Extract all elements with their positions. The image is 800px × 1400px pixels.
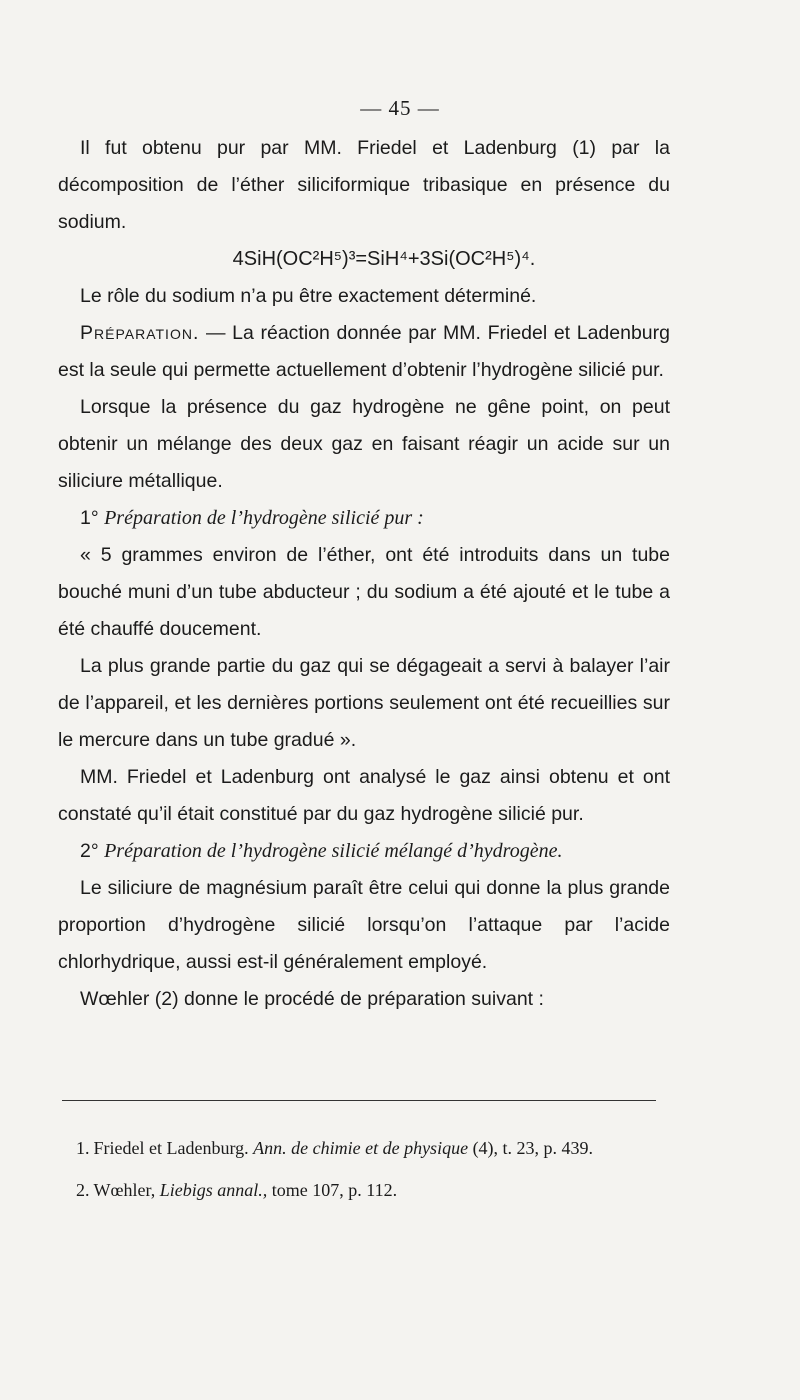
paragraph-5: « 5 grammes environ de l’éther, ont été introduits dans un tube bouché muni d’un tube abducteur ; du sodium a été ajouté et le tube a été chauffé doucement. bbox=[58, 544, 670, 640]
footnote-2-journal: Liebigs annal., bbox=[159, 1180, 268, 1200]
paragraph-6: La plus grande partie du gaz qui se dégageait a servi à balayer l’air de l’appareil, et les dernières portions seulement ont été recueillies sur le mercure dans un tube gradué ». bbox=[58, 655, 670, 751]
paragraph-8: Le siliciure de magnésium paraît être celui qui donne la plus grande proportion d’hydrogène silicié lorsqu’on l’attaque par l’acide chlorhydrique, aussi est-il généralement employé. bbox=[58, 877, 670, 973]
subheading-2-number: 2° bbox=[80, 840, 99, 862]
page-number: — 45 — bbox=[360, 96, 440, 120]
subheading-1-text: Préparation de l’hydrogène silicié pur : bbox=[104, 507, 424, 529]
body-text bbox=[58, 130, 670, 1018]
subheading-1 bbox=[58, 500, 670, 537]
footnote-2-reference: tome 107, p. 112. bbox=[271, 1180, 398, 1200]
paragraph-2: Le rôle du sodium n’a pu être exactement déterminé. bbox=[80, 285, 537, 307]
footnote-1-number: 1. bbox=[76, 1138, 90, 1158]
footnote-divider bbox=[62, 1100, 656, 1101]
chemical-formula: 4SiH(OC²H⁵)³=SiH⁴+3Si(OC²H⁵)⁴. bbox=[232, 248, 536, 270]
section-heading-preparation: Préparation. bbox=[80, 322, 200, 344]
paragraph-4: Lorsque la présence du gaz hydrogène ne gêne point, on peut obtenir un mélange des deux gaz en faisant réagir un acide sur un siliciure métallique. bbox=[58, 396, 670, 492]
footnote-2-authors: Wœhler, bbox=[93, 1180, 156, 1200]
footnote-1-reference: (4), t. 23, p. 439. bbox=[472, 1138, 594, 1158]
paragraph-3-text: — La réaction donnée par MM. Friedel et Ladenburg est la seule qui permette actuellement d’obtenir l’hydrogène silicié pur. bbox=[58, 322, 670, 381]
paragraph-7: MM. Friedel et Ladenburg ont analysé le gaz ainsi obtenu et ont constaté qu’il était constitué par du gaz hydrogène silicié pur. bbox=[58, 766, 670, 825]
footnotes bbox=[58, 1132, 672, 1216]
footnote-1 bbox=[58, 1132, 672, 1164]
subheading-2 bbox=[58, 833, 670, 870]
footnote-2-number: 2. bbox=[76, 1180, 90, 1200]
footnote-1-authors: Friedel et Ladenburg. bbox=[93, 1138, 249, 1158]
paragraph-1: Il fut obtenu pur par MM. Friedel et Ladenburg (1) par la décomposition de l’éther siliciformique tribasique en présence du sodium. bbox=[58, 137, 670, 233]
subheading-2-text: Préparation de l’hydrogène silicié mélangé d’hydrogène. bbox=[104, 840, 563, 862]
subheading-1-number: 1° bbox=[80, 507, 99, 529]
footnote-1-journal: Ann. de chimie et de physique bbox=[253, 1138, 469, 1158]
footnote-2 bbox=[58, 1174, 672, 1206]
paragraph-3 bbox=[58, 315, 670, 389]
paragraph-9: Wœhler (2) donne le procédé de préparation suivant : bbox=[80, 988, 544, 1010]
